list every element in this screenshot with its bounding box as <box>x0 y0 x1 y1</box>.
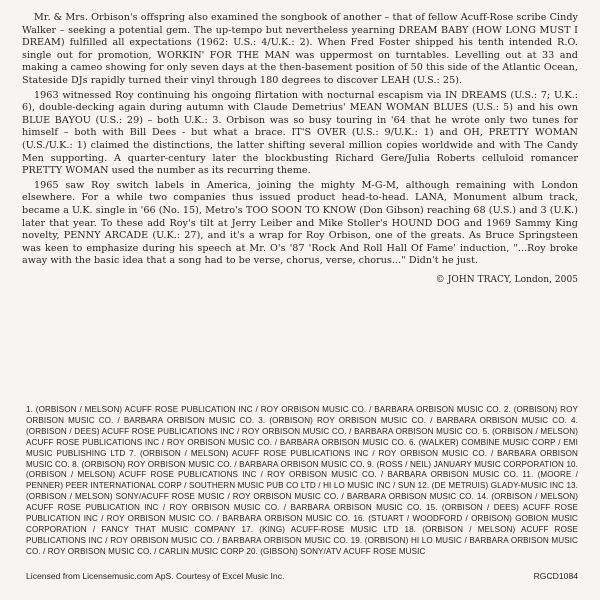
license-notice: Licensed from Licensemusic.com ApS. Courtesy of Excel Music Inc. <box>26 571 285 581</box>
author-signature: © JOHN TRACY, London, 2005 <box>435 274 578 285</box>
liner-notes-essay <box>22 12 578 286</box>
footer <box>26 571 578 581</box>
essay-paragraph: 1965 saw Roy switch labels in America, joining the mighty M-G-M, although remaining with London elsewhere. For a while two companies thus issued product head-to-head. LANA, Monument album track, became a U.K. single in '66 (No. 15), Metro's TOO SOON TO KNOW (Don Gibson) reaching 68 (U.S.) and 3 (U.K.) later that year. To these add Roy's tilt at Jerry Leiber and Mike Stoller's HOUND DOG and 1969 Sammy King novelty, PENNY ARCADE (U.K.: 27), and it's a wrap for Roy Orbison, one of the greats. As Bruce Springsteen was keen to emphasize during his speech at Mr. O's '87 'Rock And Roll Hall Of Fame' induction, "...Roy broke away with the basic idea that a song had to be verse, chorus, verse, chorus..." Didn't he just. <box>22 179 578 267</box>
essay-paragraph: 1963 witnessed Roy continuing his ongoing flirtation with nocturnal escapism via IN DREAMS (U.S.: 7; U.K.: 6), double-decking again during autumn with Claude Demetrius' MEAN WOMAN BLUES (U.S.: 5) and his own BLUE BAYOU (U.S.: 29) – both U.K.: 3. Orbison was so busy touring in '64 that he wrote only two tunes for himself – both with Bill Dees - but what a brace. IT'S OVER (U.S.: 9/U.K.: 1) and OH, PRETTY WOMAN (U.S./U.K.: 1) claimed the distinctions, the latter shifting several million copies worldwide and with The Candy Men supporting. A quarter-century later the blockbusting Richard Gere/Julia Roberts celluloid romancer PRETTY WOMAN used the number as its recurring theme. <box>22 89 578 177</box>
essay-paragraph: Mr. & Mrs. Orbison's offspring also examined the songbook of another – that of fellow Acuff-Rose scribe Cindy Walker – seeking a potential gem. The up-tempo but nevertheless yearning DREAM BABY (HOW LONG MUST I DREAM) fulfilled all expectations (1962: U.S.: 4/U.K.: 2). When Fred Foster shipped his tenth intended R.O. single out for promotion, WORKIN' FOR THE MAN was uppermost on turntables. Levelling out at 33 and making a cameo showing for only seven days at the then-basement position of 50 this side of the Atlantic Ocean, Stateside DJs rapidly turned their vinyl through 180 degrees to discover LEAH (U.S.: 25). <box>22 12 578 86</box>
publishing-credits: 1. (ORBISON / MELSON) ACUFF ROSE PUBLICATION INC / ROY ORBISON MUSIC CO. / BARBARA ORBISON MUSIC CO. 2. (ORBISON) ROY ORBISON MUSIC CO. / BARBARA ORBISON MUSIC CO. 3. (ORBISON) ROY ORBISON MUSIC CO. / BARBARA ORBISON MUSIC CO. 4. (ORBISON / DEES) ACUFF ROSE PUBLICATIONS INC / ROY ORBISON MUSIC CO. / BARBARA ORBISON MUSIC CO. 5. (ORBISON / MELSON) ACUFF ROSE PUBLICATIONS INC / ROY ORBISON MUSIC CO. / BARBARA ORBISON MUSIC CO. 6. (WALKER) COMBINE MUSIC CORP / EMI MUSIC PUBLISHING LTD 7. (ORBISON / MELSON) ACUFF ROSE PUBLICATIONS INC / ROY ORBISON MUSIC CO. / BARBARA ORBISON MUSIC CO. 8. (ORBISON) ROY ORBISON MUSIC CO. / BARBARA ORBISON MUSIC CO. 9. (ROSS / NEIL) JANUARY MUSIC CORPORATION 10. (ORBISON / MELSON) ACUFF ROSE PUBLICATIONS INC / ROY ORBISON MUSIC CO. / BARBARA ORBISON MUSIC CO. 11. (MOORE / PENNER) PEER INTERNATIONAL CORP / SOUTHERN MUSIC PUB CO LTD / HI LO MUSIC INC / SUN 12. (DE METRUIS) GLADY-MUSIC INC 13. (ORBISON / MELSON) SONY/ACUFF ROSE MUSIC / ROY ORBISON MUSIC CO. / BARBARA ORBISON MUSIC CO. 14. (ORBISON / MELSON) ACUFF ROSE PUBLICATION INC / ROY ORBISON MUSIC CO. / BARBARA ORBISON MUSIC CO. 15. (ORBISON / DEES) ACUFF ROSE PUBLICATION INC / ROY ORBISON MUSIC CO. / BARBARA ORBISON MUSIC CO. 16. (STUART / WOODFORD / ORBISON) GOBION MUSIC CORPORATION / FANCY THAT MUSIC COMPANY 17. (KING) ACUFF-ROSE MUSIC LTD 18. (ORBISON / MELSON) ACUFF ROSE PUBLICATIONS INC / ROY ORBISON MUSIC CO. / BARBARA ORBISON MUSIC CO. 19. (ORBISON) HI LO MUSIC / BARBARA ORBISON MUSIC CO. / ROY ORBISON MUSIC CO. / CARLIN MUSIC CORP 20. (GIBSON) SONY/ATV ACUFF ROSE MUSIC <box>26 405 578 556</box>
catalog-number: RGCD1084 <box>533 571 578 581</box>
